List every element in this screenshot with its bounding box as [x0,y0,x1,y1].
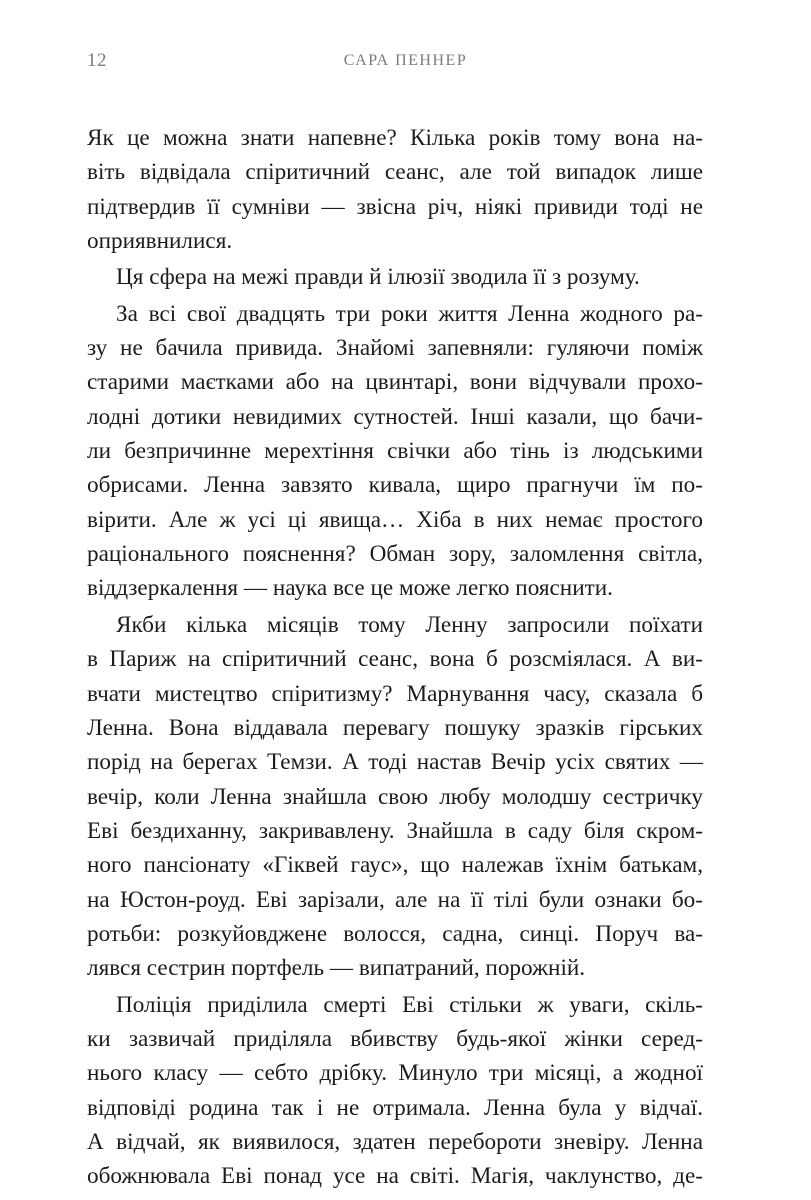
text-line: Еві бездиханну, закривавлену. Знайшла в саду біля скром- [87,817,703,844]
text-line: старими маєтками або на цвинтарі, вони відчували прохо- [87,369,703,396]
text-line: вечір, коли Ленна знайшла свою любу молодшу сестричку [87,783,703,810]
text-line: зу не бачила привида. Знайомі запевняли: гуляючи поміж [87,335,703,362]
text-line: раціонального пояснення? Обман зору, заломлення світла, [87,541,703,568]
paragraph [87,608,703,986]
paragraph [87,260,703,294]
text-line: нього класу — себто дрібку. Минуло три місяці, а жодної [87,1060,703,1087]
text-line: Якби кілька місяців тому Ленну запросили поїхати [116,611,703,638]
text-line: віть відвідала спіритичний сеанс, але той випадок лише [87,159,703,186]
text-line: ного пансіонату «Гіквей гаус», що належав їхнім батькам, [87,852,703,879]
text-line: ки зазвичай приділяла вбивству будь-якої жінки серед- [87,1025,703,1052]
text-line: Ця сфера на межі правди й ілюзії зводила її з розуму. [116,264,640,291]
paragraph [87,121,703,258]
page-number: 12 [87,50,107,71]
text-line: обрисами. Ленна завзято кивала, щиро прагнучи їм по- [87,472,703,499]
text-line: лявся сестрин портфель — випатраний, порожній. [87,955,586,982]
text-line: вірити. Але ж усі ці явища… Хіба в них немає простого [87,506,703,533]
text-line: Як це можна знати напевне? Кілька років тому вона на- [87,125,703,151]
text-line: оприявнилися. [87,228,233,255]
text-line: на Юстон-роуд. Еві зарізали, але на її тілі були ознаки бо- [87,886,703,913]
text-line: порід на берегах Темзи. А тоді настав Вечір усіх святих — [87,749,703,776]
text-line: підтвердив її сумніви — звісна річ, ніякі привиди тоді не [87,193,703,220]
text-line: лодні дотики невидимих сутностей. Інші казали, що бачи- [87,403,703,430]
text-line: ли безпричинне мерехтіння свічки або тінь із людськими [87,438,703,465]
text-line: вчати мистецтво спіритизму? Марнування часу, сказала б [87,680,703,707]
text-line: Ленна. Вона віддавала перевагу пошуку зразків гірських [87,714,703,741]
text-line: віддзеркалення — наука все це може легко пояснити. [87,575,613,602]
text-line: Поліція приділила смерті Еві стільки ж уваги, скіль- [116,991,703,1018]
paragraph [87,988,703,1194]
text-line: А відчай, як виявилося, здатен перебороти зневіру. Ленна [87,1128,703,1155]
text-line: в Париж на спіритичний сеанс, вона б розсміялася. А ви- [87,646,703,673]
paragraph [87,297,703,606]
body-text [87,121,703,1194]
text-line: відповіді родина так і не отримала. Ленна була у відчаї. [87,1094,703,1121]
running-head: САРА ПЕННЕР [343,52,468,69]
text-line: обожнювала Еві понад усе на світі. Магія, чаклунство, де- [87,1163,703,1190]
text-line: За всі свої двадцять три роки життя Ленна жодного ра- [116,300,703,327]
text-line: ротьби: розкуйовджене волосся, садна, синці. Поруч ва- [87,920,703,947]
